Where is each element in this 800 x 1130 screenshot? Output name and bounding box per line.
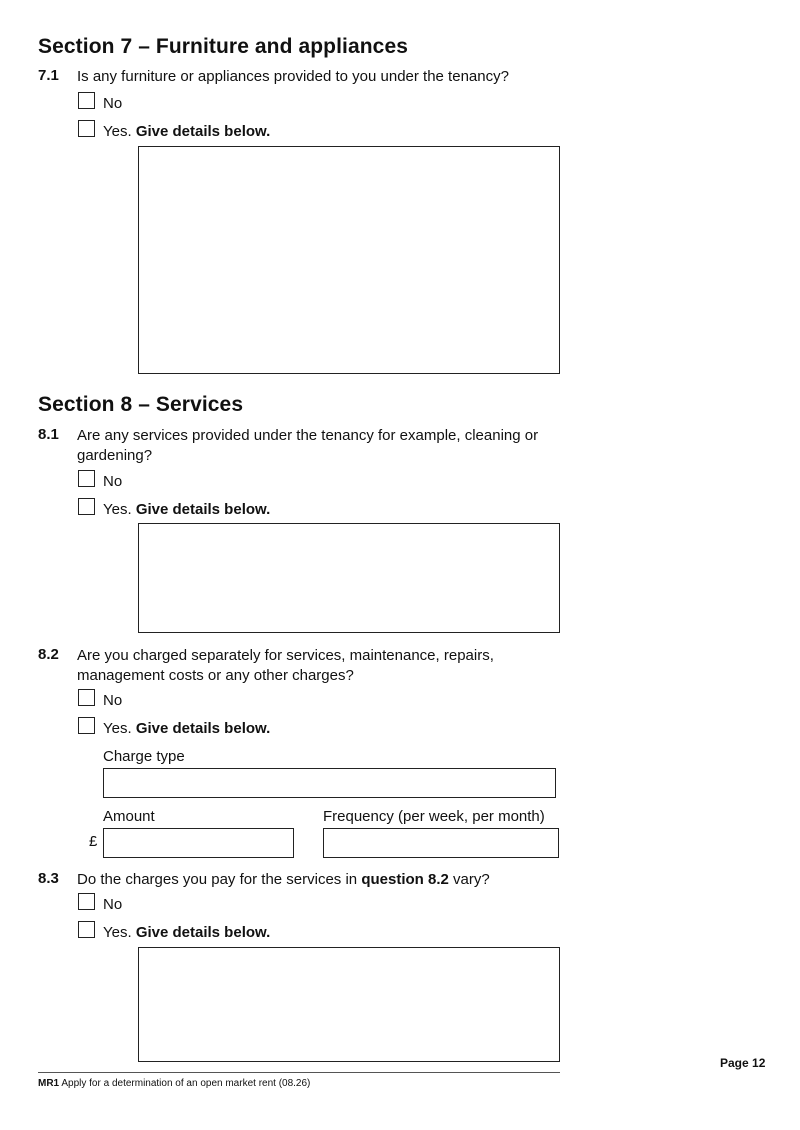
q8-3-no-label: No (103, 896, 123, 913)
question-8-2-text: Are you charged separately for services, maintenance, repairs, management costs or any other charges? (77, 647, 494, 684)
q7-1-details-textbox[interactable] (138, 146, 560, 374)
q8-3-no-checkbox[interactable] (78, 893, 95, 910)
charge-type-input[interactable] (103, 768, 556, 798)
footer-divider (38, 1072, 560, 1073)
q7-1-no-label: No (103, 95, 123, 112)
q7-1-yes-label: Yes. Give details below. (103, 123, 271, 140)
q8-2-yes-checkbox[interactable] (78, 717, 95, 734)
charge-type-label: Charge type (103, 748, 185, 765)
q8-1-yes-checkbox[interactable] (78, 498, 95, 515)
amount-label: Amount (103, 808, 155, 825)
q8-3-yes-checkbox[interactable] (78, 921, 95, 938)
q8-1-details-textbox[interactable] (138, 523, 560, 633)
q8-1-no-label: No (103, 473, 123, 490)
q8-2-no-checkbox[interactable] (78, 689, 95, 706)
q8-1-yes-label: Yes. Give details below. (103, 501, 271, 518)
question-8-1-text: Are any services provided under the tenancy for example, cleaning or gardening? (77, 427, 539, 464)
q8-1-no-checkbox[interactable] (78, 470, 95, 487)
section-8-heading: Section 8 – Services (38, 393, 244, 416)
question-7-1-text: Is any furniture or appliances provided to you under the tenancy? (77, 68, 509, 85)
section-7-heading: Section 7 – Furniture and appliances (38, 35, 409, 58)
currency-symbol: £ (89, 833, 98, 850)
question-7-1-number: 7.1 (38, 67, 59, 84)
q8-3-details-textbox[interactable] (138, 947, 560, 1062)
question-8-1-number: 8.1 (38, 426, 59, 443)
q7-1-yes-checkbox[interactable] (78, 120, 95, 137)
question-8-2-number: 8.2 (38, 646, 59, 663)
frequency-label: Frequency (per week, per month) (323, 808, 545, 825)
question-8-3-text: Do the charges you pay for the services in question 8.2 vary? (77, 871, 490, 888)
q8-2-yes-label: Yes. Give details below. (103, 720, 271, 737)
q8-3-yes-label: Yes. Give details below. (103, 924, 271, 941)
q8-2-no-label: No (103, 692, 123, 709)
page-number: Page 12 (720, 1056, 766, 1070)
q7-1-no-checkbox[interactable] (78, 92, 95, 109)
question-8-3-number: 8.3 (38, 870, 59, 887)
footer-text: MR1 Apply for a determination of an open market rent (08.26) (38, 1078, 311, 1089)
frequency-input[interactable] (323, 828, 559, 858)
amount-input[interactable] (103, 828, 294, 858)
